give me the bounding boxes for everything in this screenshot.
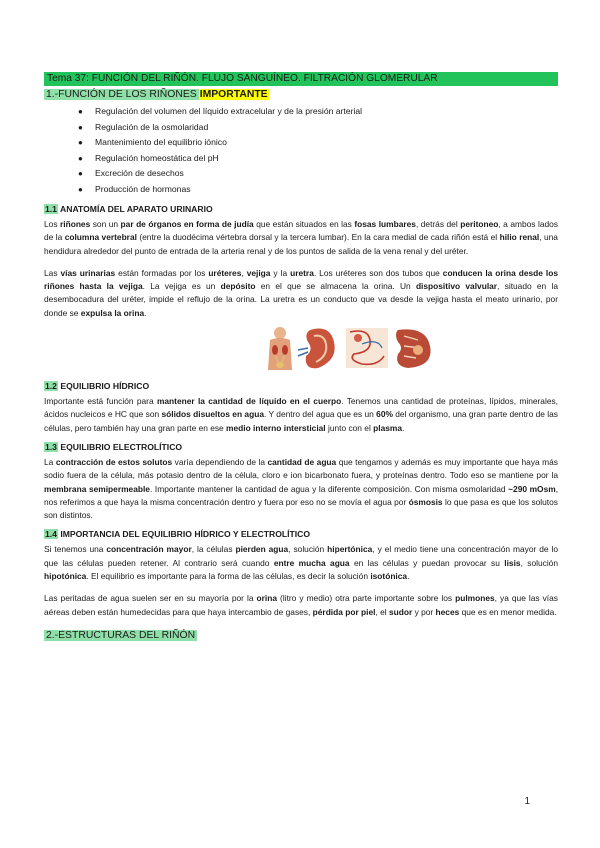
bold-term: pierden agua: [235, 544, 289, 555]
text-run: (entre la duodécima vértebra dorsal y la tercera lumbar). En la cara medial de cada riñón está el: [136, 232, 500, 243]
anatomy-figure-icon: [258, 326, 438, 370]
text-run: La: [44, 456, 56, 467]
list-item: ● Regulación homeostática del pH: [78, 151, 558, 167]
text-run: , ya que las vías aéreas deben están humedecidas para que haya intercambio de gases,: [44, 593, 558, 617]
bold-term: contracción de estos solutos: [55, 456, 173, 467]
bold-term: cantidad de agua: [267, 456, 337, 467]
text-run: . Importante mantener la cantidad de agua y la diferente composición. Con misma osmolaridad: [149, 483, 509, 494]
bullet-icon: ●: [78, 153, 83, 163]
text-run: Las peritadas de agua suelen ser en su mayoría por la: [44, 593, 257, 604]
bold-term: orina: [256, 593, 278, 604]
text-run: y la: [270, 267, 291, 278]
text-run: , una hendidura alrededor del punto de entrada de la arteria renal y de los puntos de salida de la vena renal y del uréter.: [44, 232, 558, 256]
text-run: Importante está función para: [44, 396, 157, 407]
text-run: , a ambos lados de la: [44, 219, 558, 243]
subsection-heading-1-2: 1.2 EQUILIBRIO HÍDRICO: [45, 381, 150, 392]
bold-term: uretra: [290, 267, 314, 278]
paragraph-balance-importance: [44, 543, 558, 583]
paragraph-water-losses: [44, 592, 558, 619]
text-run: son un: [90, 219, 121, 229]
bold-term: pérdida por piel: [312, 606, 376, 617]
text-run: , detrás del: [415, 219, 461, 229]
bold-term: depósito: [220, 281, 256, 292]
document-title: Tema 37: FUNCIÓN DEL RIÑÓN. FLUJO SANGUÍNEO. FILTRACIÓN GLOMERULAR: [44, 72, 558, 86]
paragraph-urinary-tract: [44, 267, 558, 320]
bold-term: heces: [435, 606, 460, 617]
text-run: (litro y medio) otra parte importante sobre los: [277, 593, 456, 604]
paragraph-electrolyte-balance: [44, 456, 558, 522]
bold-term: expulsa la orina: [80, 307, 145, 318]
text-run: en el que se almacena la orina. Un: [255, 281, 416, 292]
bold-term: entre mucha agua: [273, 557, 350, 568]
bold-term: ósmosis: [408, 496, 443, 507]
text-run: en las células y puedan provocar su: [349, 557, 505, 568]
text-run: .: [407, 571, 410, 582]
list-item: ● Regulación del volumen del líquido extracelular y de la presión arterial: [78, 104, 558, 120]
text-run: . Los uréteres son dos tubos que: [313, 267, 443, 278]
text-run: Las: [44, 267, 61, 278]
section-heading-1: [44, 88, 558, 101]
paragraph-kidney-anatomy: [44, 218, 558, 258]
bold-term: sudor: [388, 606, 413, 617]
page-number: 1: [524, 796, 530, 807]
subsection-heading-1-4: 1.4 IMPORTANCIA DEL EQUILIBRIO HÍDRICO Y ELECTROLÍTICO: [45, 529, 311, 540]
text-run: varía dependiendo de la: [172, 456, 268, 467]
text-run: , situado en la desembocadura del uréter, impide el reflujo de la orina. La uretra es un conducto que va desde la vejiga hasta el meato urinario, por donde se: [44, 281, 558, 318]
text-run: que es en menor medida.: [459, 606, 557, 617]
document-page: [44, 72, 558, 642]
bold-term: mantener la cantidad de líquido en el cuerpo: [156, 396, 342, 407]
text-run: .: [402, 422, 405, 433]
text-run: . Y dentro del agua que es un: [263, 409, 377, 420]
list-item: ● Mantenimiento del equilibrio iónico: [78, 135, 558, 151]
bold-term: ~290 mOsm: [508, 483, 556, 494]
bold-term: columna vertebral: [64, 232, 137, 243]
bold-term: lisis: [504, 557, 521, 568]
text-run: , el: [375, 606, 389, 617]
bold-term: 60%: [376, 409, 393, 420]
kidney-functions-list: [44, 104, 558, 197]
text-run: que tengamos y además es muy importante que haya más sodio fuera de la célula, más potasio dentro de la célula, cloro e ion bicarbonato fuera, y proteínas dentro. Todo eso se mantiene por la: [44, 456, 558, 481]
text-run: junto con el: [325, 422, 374, 433]
section-heading-2: [44, 629, 558, 642]
text-run: . La vejiga es un: [142, 281, 221, 292]
text-run: , y el medio tiene una concentración mayor de lo que las células pueden retener. Al contrario será cuando: [44, 544, 558, 568]
bold-term: hipertónica: [327, 544, 373, 555]
subsection-heading-1-3: 1.3 EQUILIBRIO ELECTROLÍTICO: [45, 441, 183, 452]
list-item: ● Excreción de desechos: [78, 166, 558, 182]
bold-term: vías urinarias: [60, 267, 116, 278]
list-item: ● Producción de hormonas: [78, 182, 558, 198]
text-run: . El equilibrio es importante para la forma de las células, es decir la solución: [86, 571, 371, 582]
text-run: y por: [412, 606, 436, 617]
bold-term: concentración mayor: [106, 544, 192, 555]
bullet-icon: ●: [78, 184, 83, 194]
bold-term: vejiga: [246, 267, 271, 278]
text-run: , solución: [288, 544, 328, 555]
bold-term: medio interno intersticial: [226, 422, 326, 433]
text-run: , solución: [520, 557, 558, 568]
bullet-icon: ●: [78, 122, 83, 132]
urinary-system-illustration: [258, 326, 438, 370]
section-2-label: 2.-ESTRUCTURAS DEL RIÑÓN: [46, 629, 196, 641]
text-run: lo que pasa es que los solutos son distintos.: [44, 496, 558, 521]
paragraph-water-balance: [44, 395, 558, 435]
bold-term: sólidos disueltos en agua: [161, 409, 264, 420]
bullet-icon: ●: [78, 107, 83, 116]
bold-term: par de órganos en forma de judía: [120, 219, 254, 229]
bold-term: uréteres: [208, 267, 242, 278]
bold-term: plasma: [373, 422, 403, 433]
text-run: . Tenemos una cantidad de proteínas, lípidos, minerales, ácidos nucleicos e HC que son: [44, 396, 558, 420]
text-run: ,: [241, 267, 247, 278]
bold-term: dispositivo valvular: [415, 281, 498, 292]
text-run: , la células: [191, 544, 236, 555]
bullet-icon: ●: [78, 138, 83, 147]
text-run: que están situados en las: [253, 219, 355, 229]
bold-term: conducen la orina desde los riñones hasta la vejiga: [44, 267, 559, 292]
section-1-label: 1.-FUNCIÓN DE LOS RIÑONES: [46, 89, 197, 100]
text-run: , nos referimos a que haya la misma concentración dentro y fuera por eso no se movía el agua por: [44, 483, 559, 507]
text-run: Los: [44, 219, 60, 229]
bold-term: peritoneo: [460, 219, 499, 229]
list-item: ● Regulación de la osmolaridad: [78, 120, 558, 136]
bullet-icon: ●: [78, 169, 83, 178]
text-run: del organismo, una gran parte dentro de las células, pero también hay una gran parte en ese: [44, 409, 558, 433]
important-badge: IMPORTANTE: [199, 89, 268, 100]
text-run: están formadas por los: [115, 267, 209, 278]
bold-term: membrana semipermeable: [44, 483, 150, 494]
bold-term: hilio renal: [499, 232, 540, 243]
bold-term: riñones: [60, 219, 91, 229]
text-run: .: [144, 307, 147, 318]
text-run: Si tenemos una: [44, 544, 107, 555]
subsection-heading-1-1: 1.1 ANATOMÍA DEL APARATO URINARIO: [45, 204, 213, 214]
bold-term: fosas lumbares: [354, 219, 416, 229]
bold-term: pulmones: [455, 593, 495, 604]
bold-term: isotónica: [370, 571, 408, 582]
bold-term: hipotónica: [44, 571, 87, 582]
